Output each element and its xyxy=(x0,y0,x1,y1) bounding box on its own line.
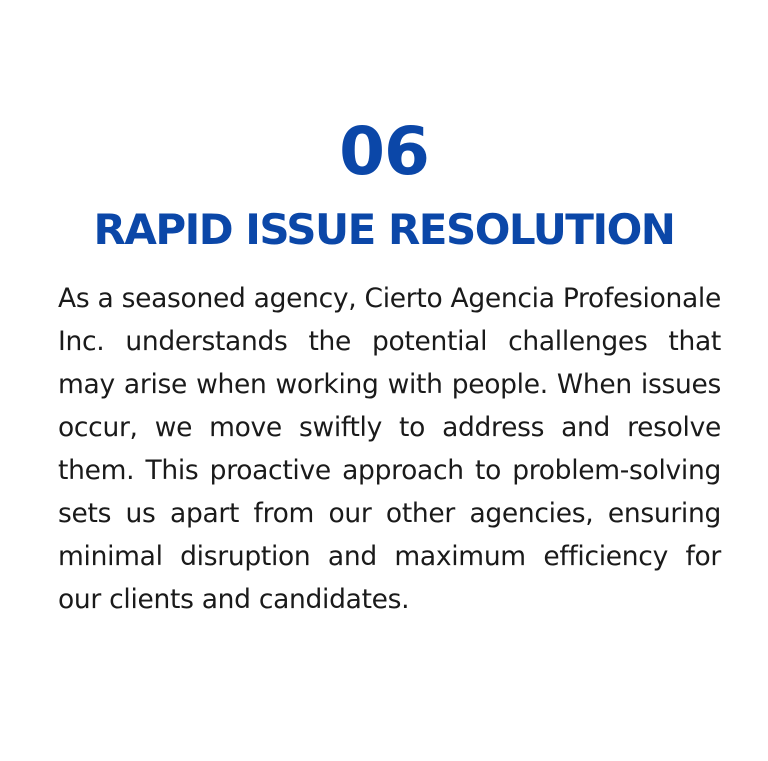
feature-description: As a seasoned agency, Cierto Agencia Profesionale Inc. understands the potential challenges that may arise when working with people. When issues occur, we move swiftly to address and resolve them. This proactive approach to problem-solving sets us apart from our other agencies, ensuring minimal disruption and maximum efficiency for our clients and candidates. xyxy=(58,283,721,615)
feature-number: 06 xyxy=(339,113,429,190)
feature-title: RAPID ISSUE RESOLUTION xyxy=(93,205,675,254)
